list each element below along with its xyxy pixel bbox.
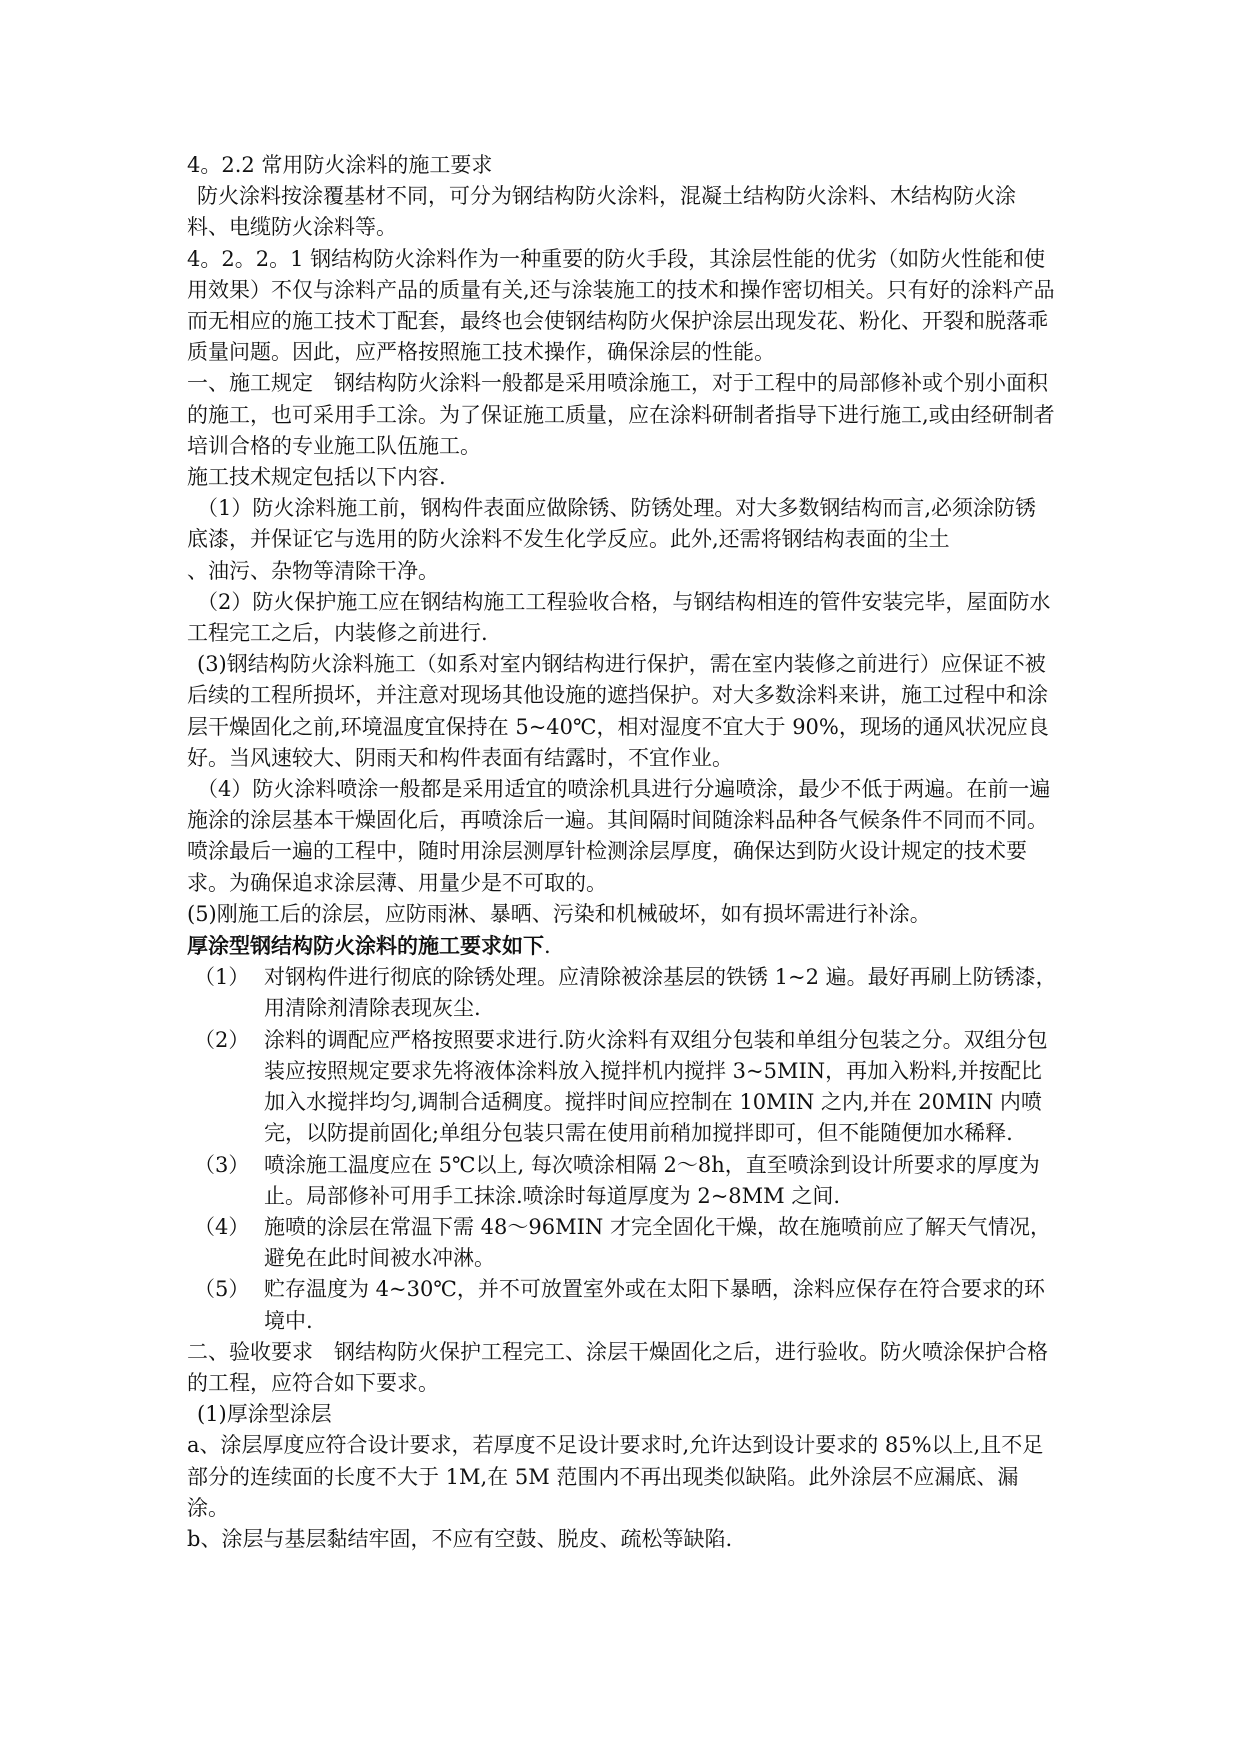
thick-item-text: 施喷的涂层在常温下需 48～96MIN 才完全固化干燥，故在施喷前应了解天气情况，避免在此时间被水冲淋。 (264, 1214, 1051, 1271)
thick-item-text: 贮存温度为 4~30℃，并不可放置室外或在太阳下暴晒，涂料应保存在符合要求的环境中. (264, 1277, 1045, 1333)
thick-item-text: 涂料的调配应严格按照要求进行.防火涂料有双组分包装和单组分包装之分。双组分包装应按照规定要求先将液体涂料放入搅拌机内搅拌 3~5MIN，再加入粉料,并按配比加入水搅拌均匀,调制合适稠度。搅拌时间应控制在 10MIN 之内,并在 20MIN 内喷完，以防提前固化;单组分包装只需在使用前稍加搅拌即可，但不能随便加水稀释. (264, 1027, 1048, 1146)
rule-1-line-1: （1）防火涂料施工前，钢构件表面应做除锈、防锈处理。对大多数钢结构而言,必须涂防锈底漆，并保证它与选用的防火涂料不发生化学反应。此外,还需将钢结构表面的尘土 (187, 496, 1037, 552)
rule-2: （2）防火保护施工应在钢结构施工工程验收合格，与钢结构相连的管件安装完毕，屋面防水工程完工之后，内装修之前进行. (187, 589, 1051, 646)
acceptance-paragraph: 二、验收要求 钢结构防火保护工程完工、涂层干燥固化之后，进行验收。防火喷涂保护合格的工程，应符合如下要求。 (187, 1339, 1048, 1395)
rule-3: (3)钢结构防火涂料施工（如系对室内钢结构进行保护，需在室内装修之前进行）应保证不被后续的工程所损坏，并注意对现场其他设施的遮挡保护。对大多数涂料来讲，施工过程中和涂层干燥固化之前,环境温度宜保持在 5~40℃，相对湿度不宜大于 90%，现场的通风状况应良好。当风速较大、阴雨天和构件表面有结露时，不宜作业。 (187, 652, 1049, 770)
rule-4: （4）防火涂料喷涂一般都是采用适宜的喷涂机具进行分遍喷涂，最少不低于两遍。在前一遍施涂的涂层基本干燥固化后，再喷涂后一遍。其间隔时间随涂料品种各气候条件不同而不同。喷涂最后一遍的工程中，随时用涂层测厚针检测涂层厚度，确保达到防火设计规定的技术要求。为确保追求涂层薄、用量少是不可取的。 (187, 777, 1051, 895)
thick-item (187, 1150, 1057, 1212)
thick-item-text: 对钢构件进行彻底的除锈处理。应清除被涂基层的铁锈 1~2 遍。最好再刷上防锈漆，用清除剂清除表现灰尘. (264, 965, 1057, 1021)
thick-coating-heading (187, 930, 1057, 962)
item-a: a、涂层厚度应符合设计要求，若厚度不足设计要求时,允许达到设计要求的 85%以上,且不足部分的连续面的长度不大于 1M,在 5M 范围内不再出现类似缺陷。此外涂层不应漏底、漏涂。 (187, 1433, 1044, 1520)
rule-5: (5)刚施工后的涂层，应防雨淋、暴晒、污染和机械破坏，如有损坏需进行补涂。 (187, 901, 931, 926)
thick-item (187, 1212, 1057, 1274)
document-page (187, 150, 1057, 1555)
thick-item-number: （1） (194, 965, 250, 990)
thick-item-number: （4） (194, 1214, 250, 1239)
thick-item-number: （2） (194, 1027, 250, 1052)
thick-item (187, 1274, 1057, 1336)
thick-item (187, 1025, 1057, 1150)
construction-rules-paragraph: 一、施工规定 钢结构防火涂料一般都是采用喷涂施工，对于工程中的局部修补或个别小面积的施工，也可采用手工涂。为了保证施工质量，应在涂料研制者指导下进行施工,或由经研制者培训合格的专业施工队伍施工。 (187, 371, 1055, 458)
thick-item-number: （5） (194, 1277, 250, 1302)
section-heading: 4。2.2 常用防火涂料的施工要求 (187, 153, 493, 177)
rule-1-line-2: 、油污、杂物等清除干净。 (187, 558, 439, 583)
thick-item-number: （3） (194, 1152, 250, 1177)
thick-item (187, 962, 1057, 1024)
thick-coating-heading-bold: 厚涂型钢结构防火涂料的施工要求如下 (187, 933, 544, 959)
rules-intro: 施工技术规定包括以下内容. (187, 465, 446, 490)
item-b: b、涂层与基层黏结牢固，不应有空鼓、脱皮、疏松等缺陷. (187, 1526, 733, 1551)
thick-item-text: 喷涂施工温度应在 5℃以上, 每次喷涂相隔 2～8h，直至喷涂到设计所要求的厚度为止。局部修补可用手工抹涂.喷涂时每道厚度为 2~8MM 之间. (264, 1152, 1040, 1208)
paragraph-4221: 4。2。2。1 钢结构防火涂料作为一种重要的防火手段，其涂层性能的优劣（如防火性能和使用效果）不仅与涂料产品的质量有关,还与涂装施工的技术和操作密切相关。只有好的涂料产品而无相应的施工技术丁配套，最终也会使钢结构防火保护涂层出现发花、粉化、开裂和脱落乖质量问题。因此，应严格按照施工技术操作，确保涂层的性能。 (187, 246, 1055, 365)
thick-coating-heading-tail: . (544, 934, 551, 959)
thick-coating-subheading: (1)厚涂型涂层 (197, 1402, 332, 1427)
intro-paragraph: 防火涂料按涂覆基材不同，可分为钢结构防火涂料，混凝土结构防火涂料、木结构防火涂料、电缆防火涂料等。 (187, 184, 1016, 240)
